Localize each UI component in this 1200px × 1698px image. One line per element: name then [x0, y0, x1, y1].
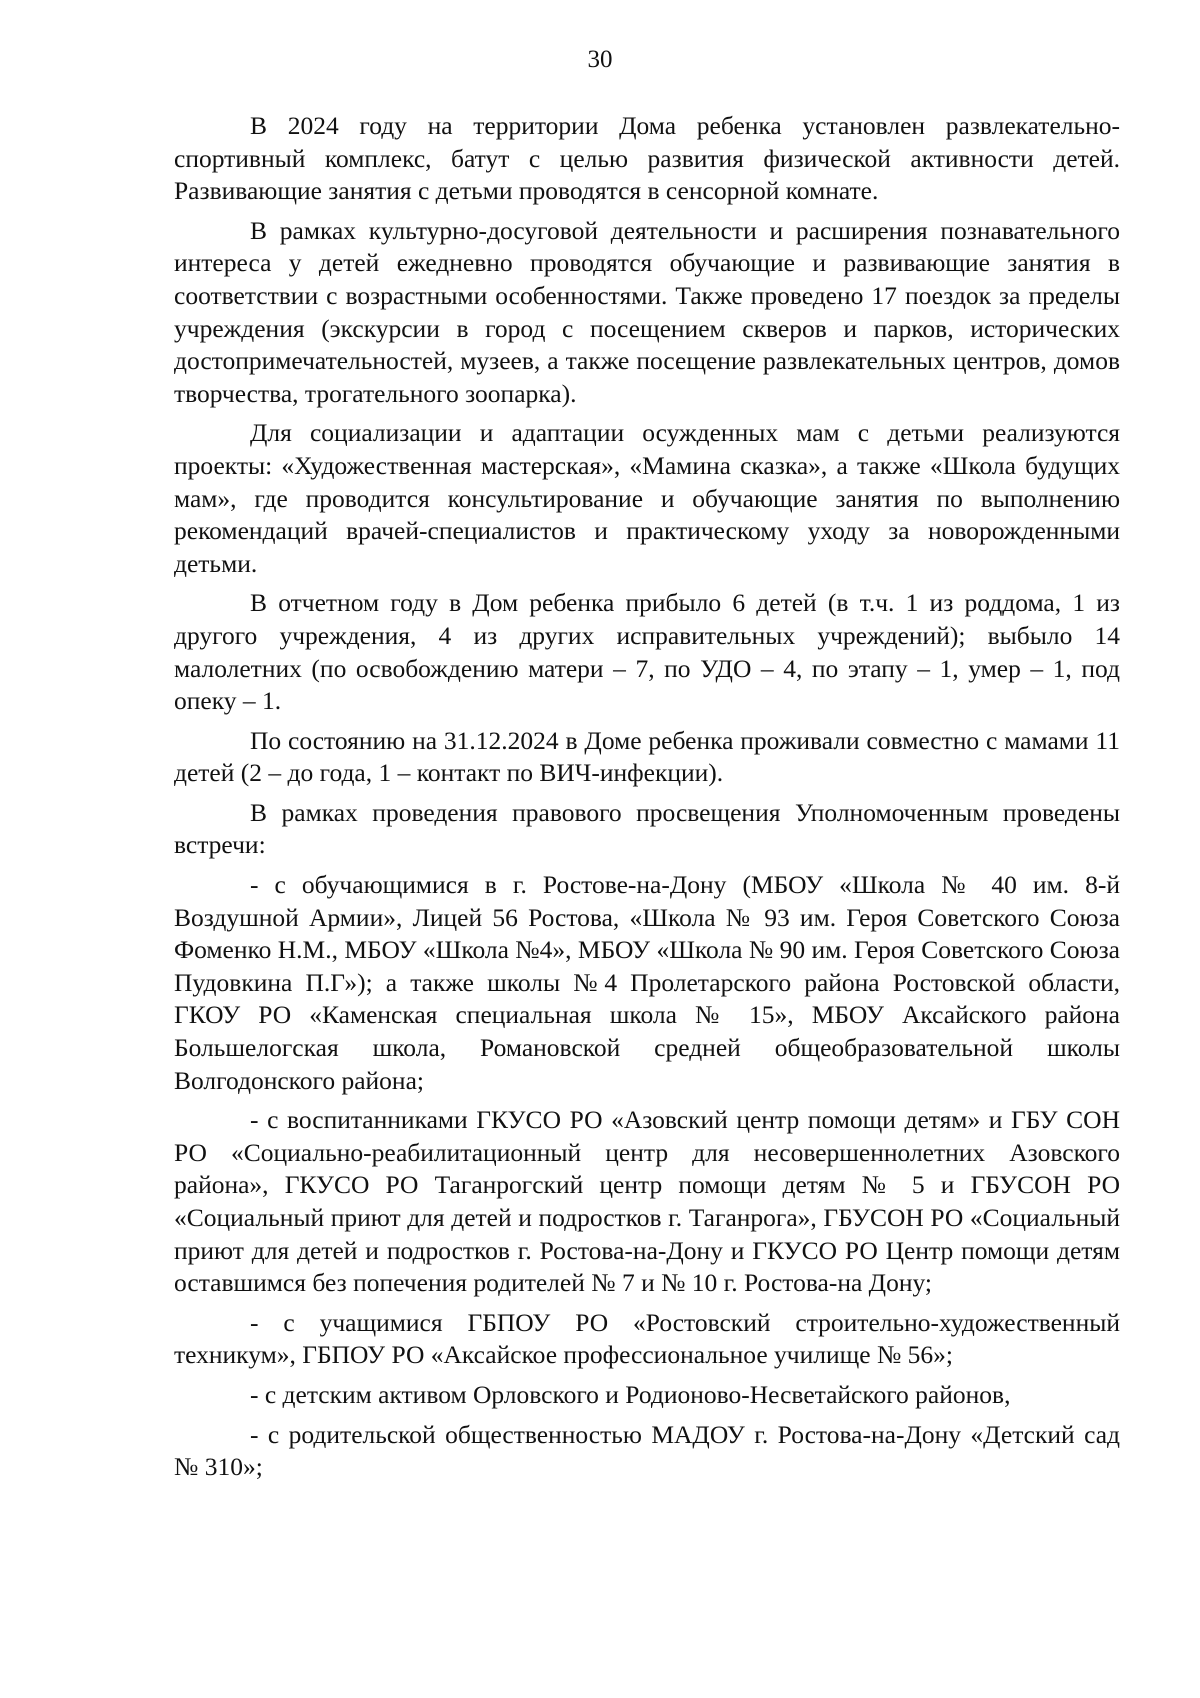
list-item-orphanage-pupils: - с воспитанниками ГКУСО РО «Азовский центр помощи детям» и ГБУ СОН РО «Социально-реабилитационный центр для несовершеннолетних Азовского района», ГКУСО РО Таганрогский центр помощи детям № 5 и ГБУСОН РО «Социальный приют для детей и подростков г. Таганрога», ГБУСОН РО «Социальный приют для детей и подростков г. Ростова-на-Дону и ГКУСО РО Центр помощи детям оставшимся без попечения родителей № 7 и № 10 г. Ростова-на Дону; — [174, 1105, 1120, 1298]
list-item-parents-community: - с родительской общественностью МАДОУ г. Ростова-на-Дону «Детский сад № 310»; — [174, 1419, 1120, 1482]
page-number: 30 — [587, 46, 613, 73]
paragraph-children-movement: В отчетном году в Дом ребенка прибыло 6 детей (в т.ч. 1 из роддома, 1 из другого учреждения, 4 из других исправительных учреждений); выбыло 14 малолетних (по освобождению матери – 7, по УДО – 4, по этапу – 1, умер – 1, под опеку – 1. — [174, 588, 1120, 716]
body-text — [174, 110, 1120, 1491]
paragraph-cultural-activities: В рамках культурно-досуговой деятельности и расширения познавательного интереса у детей ежедневно проводятся обучающие и развивающие занятия в соответствии с возрастными особенностями. Также проведено 17 поездок за пределы учреждения (экскурсии в город с посещением скверов и парков, исторических достопримечательностей, музеев, а также посещение развлекательных центров, домов творчества, трогательного зоопарка). — [174, 215, 1120, 408]
paragraph-sports-complex: В 2024 году на территории Дома ребенка установлен развлекательно-спортивный комплекс, батут с целью развития физической активности детей. Развивающие занятия с детьми проводятся в сенсорной комнате. — [174, 111, 1120, 206]
paragraph-legal-education-intro: В рамках проведения правового просвещения Уполномоченным проведены встречи: — [174, 797, 1120, 860]
paragraph-residents-status: По состоянию на 31.12.2024 в Доме ребенка проживали совместно с мамами 11 детей (2 – до года, 1 – контакт по ВИЧ-инфекции). — [174, 725, 1120, 788]
list-item-children-activists: - с детским активом Орловского и Родионово-Несветайского районов, — [250, 1379, 1011, 1409]
paragraph-socialization-projects: Для социализации и адаптации осужденных мам с детьми реализуются проекты: «Художественная мастерская», «Мамина сказка», а также «Школа будущих мам», где проводится консультирование и обучающие занятия по выполнению рекомендаций врачей-специалистов и практическому уходу за новорожденными детьми. — [174, 418, 1120, 578]
list-item-college-students: - с учащимися ГБПОУ РО «Ростовский строительно-художественный техникум», ГБПОУ РО «Аксайское профессиональное училище № 56»; — [174, 1307, 1120, 1370]
list-item-schools: - с обучающимися в г. Ростове-на-Дону (МБОУ «Школа № 40 им. 8-й Воздушной Армии», Лицей 56 Ростова, «Школа № 93 им. Героя Советского Союза Фоменко Н.М., МБОУ «Школа №4», МБОУ «Школа № 90 им. Героя Советского Союза Пудовкина П.Г»); а также школы №4 Пролетарского района Ростовской области, ГКОУ РО «Каменская специальная школа № 15», МБОУ Аксайского района Большелогская школа, Романовской средней общеобразовательной школы Волгодонского района; — [174, 870, 1120, 1095]
